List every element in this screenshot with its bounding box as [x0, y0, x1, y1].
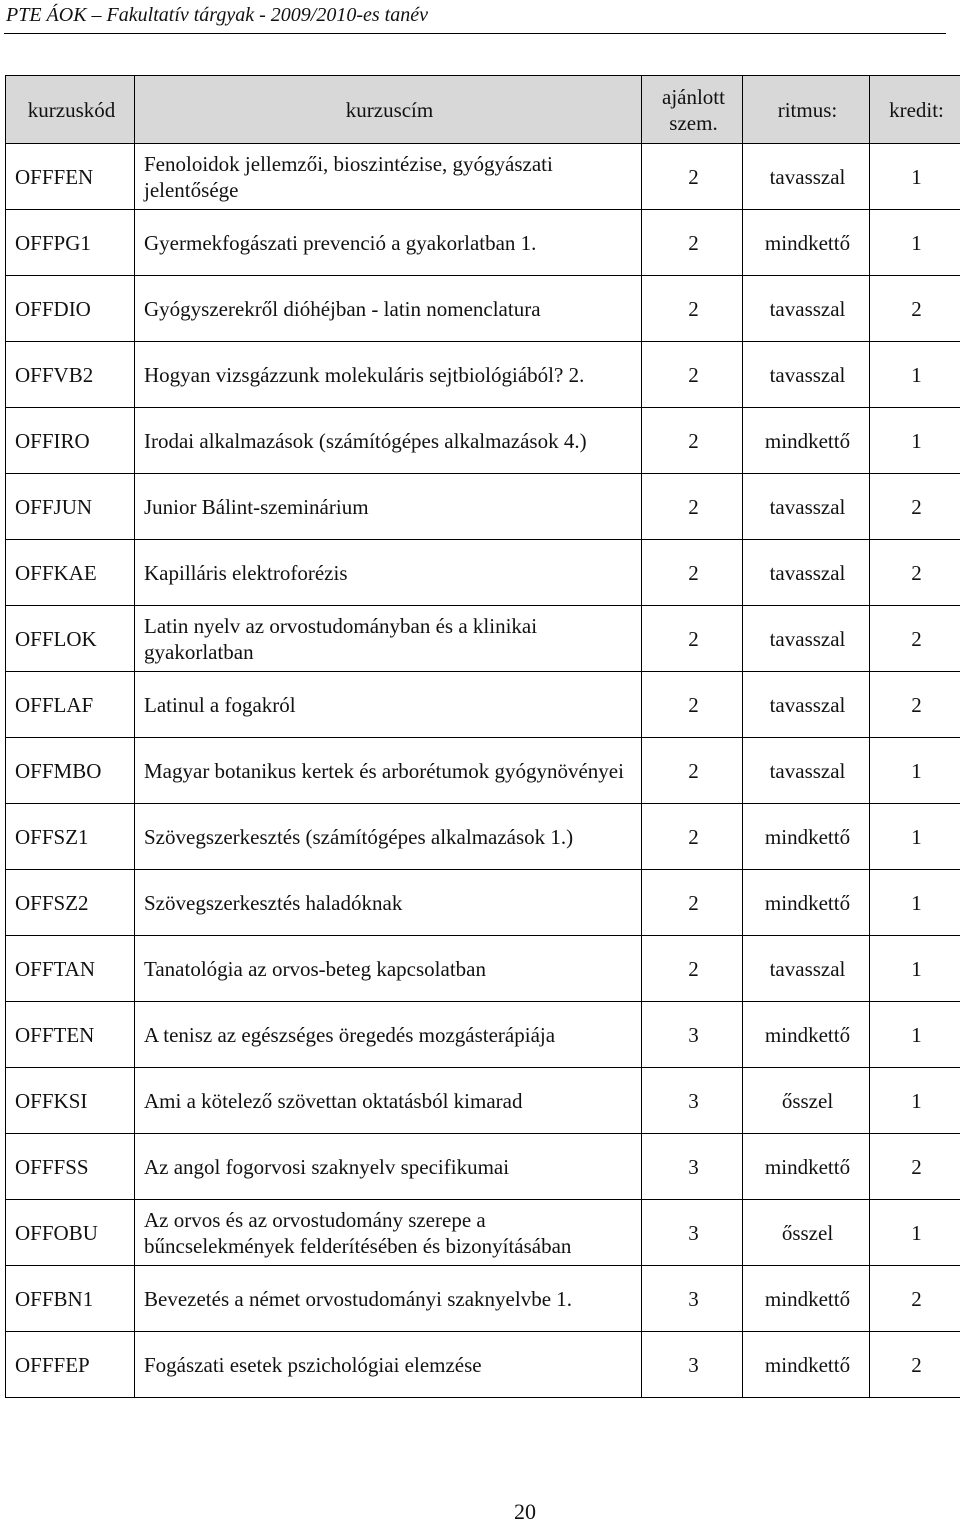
course-code: OFFLAF	[6, 672, 135, 738]
course-rhythm: mindkettő	[743, 1266, 870, 1332]
table-row	[6, 408, 960, 474]
page-header-title: PTE ÁOK – Fakultatív tárgyak - 2009/2010-es tanév	[6, 4, 428, 26]
course-code: OFFSZ1	[6, 804, 135, 870]
course-credit: 1	[870, 408, 960, 474]
table-row	[6, 1068, 960, 1134]
table-row	[6, 804, 960, 870]
course-rhythm: tavasszal	[743, 276, 870, 342]
course-rhythm: tavasszal	[743, 144, 870, 210]
course-semester: 2	[642, 276, 743, 342]
table-row	[6, 738, 960, 804]
course-rhythm: mindkettő	[743, 1134, 870, 1200]
course-title: Junior Bálint-szeminárium	[135, 474, 642, 540]
course-title: Bevezetés a német orvostudományi szaknyelvbe 1.	[135, 1266, 642, 1332]
column-header-semester: ajánlott szem.	[642, 76, 743, 144]
course-rhythm: tavasszal	[743, 738, 870, 804]
course-semester: 2	[642, 738, 743, 804]
course-title: Latin nyelv az orvostudományban és a klinikai gyakorlatban	[135, 606, 642, 672]
course-title: Fenoloidok jellemzői, bioszintézise, gyógyászati jelentősége	[135, 144, 642, 210]
course-credit: 2	[870, 1134, 960, 1200]
page-header	[4, 0, 946, 34]
course-semester: 2	[642, 342, 743, 408]
table-row	[6, 1200, 960, 1266]
page-number: 20	[514, 1499, 536, 1524]
course-code: OFFFEP	[6, 1332, 135, 1398]
course-semester: 2	[642, 540, 743, 606]
course-code: OFFTAN	[6, 936, 135, 1002]
course-title: Irodai alkalmazások (számítógépes alkalmazások 4.)	[135, 408, 642, 474]
course-credit: 2	[870, 276, 960, 342]
course-title: Az angol fogorvosi szaknyelv specifikumai	[135, 1134, 642, 1200]
table-row	[6, 1332, 960, 1398]
course-code: OFFFEN	[6, 144, 135, 210]
course-credit: 1	[870, 936, 960, 1002]
course-code: OFFSZ2	[6, 870, 135, 936]
table-row	[6, 474, 960, 540]
course-title: Szövegszerkesztés (számítógépes alkalmazások 1.)	[135, 804, 642, 870]
course-code: OFFTEN	[6, 1002, 135, 1068]
course-credit: 2	[870, 1332, 960, 1398]
course-rhythm: tavasszal	[743, 342, 870, 408]
course-title: Szövegszerkesztés haladóknak	[135, 870, 642, 936]
course-rhythm: tavasszal	[743, 936, 870, 1002]
course-semester: 2	[642, 408, 743, 474]
course-semester: 2	[642, 606, 743, 672]
course-credit: 1	[870, 210, 960, 276]
course-title: Kapilláris elektroforézis	[135, 540, 642, 606]
course-title: Gyógyszerekről dióhéjban - latin nomenclatura	[135, 276, 642, 342]
course-semester: 3	[642, 1332, 743, 1398]
course-rhythm: tavasszal	[743, 606, 870, 672]
course-credit: 1	[870, 1002, 960, 1068]
course-rhythm: mindkettő	[743, 870, 870, 936]
column-header-code: kurzuskód	[6, 76, 135, 144]
course-title: A tenisz az egészséges öregedés mozgásterápiája	[135, 1002, 642, 1068]
course-credit: 1	[870, 804, 960, 870]
course-semester: 3	[642, 1134, 743, 1200]
course-code: OFFFSS	[6, 1134, 135, 1200]
course-rhythm: mindkettő	[743, 408, 870, 474]
course-credit: 2	[870, 606, 960, 672]
table-row	[6, 936, 960, 1002]
course-semester: 3	[642, 1266, 743, 1332]
course-rhythm: tavasszal	[743, 672, 870, 738]
table-row	[6, 1002, 960, 1068]
table-row	[6, 1134, 960, 1200]
table-row	[6, 1266, 960, 1332]
course-title: Magyar botanikus kertek és arborétumok gyógynövényei	[135, 738, 642, 804]
course-credit: 1	[870, 144, 960, 210]
course-semester: 2	[642, 804, 743, 870]
course-rhythm: mindkettő	[743, 1002, 870, 1068]
table-row	[6, 672, 960, 738]
course-rows	[6, 144, 960, 1398]
course-code: OFFDIO	[6, 276, 135, 342]
course-semester: 2	[642, 474, 743, 540]
course-rhythm: mindkettő	[743, 1332, 870, 1398]
course-code: OFFIRO	[6, 408, 135, 474]
course-rhythm: ősszel	[743, 1068, 870, 1134]
course-code: OFFOBU	[6, 1200, 135, 1266]
course-semester: 2	[642, 144, 743, 210]
course-credit: 2	[870, 1266, 960, 1332]
course-title: Hogyan vizsgázzunk molekuláris sejtbiológiából? 2.	[135, 342, 642, 408]
course-credit: 1	[870, 870, 960, 936]
table-row	[6, 606, 960, 672]
course-credit: 1	[870, 1068, 960, 1134]
column-header-title: kurzuscím	[135, 76, 642, 144]
table-row	[6, 540, 960, 606]
course-rhythm: mindkettő	[743, 804, 870, 870]
course-title: Gyermekfogászati prevenció a gyakorlatban 1.	[135, 210, 642, 276]
table-row	[6, 870, 960, 936]
table-row	[6, 144, 960, 210]
course-rhythm: mindkettő	[743, 210, 870, 276]
course-semester: 3	[642, 1068, 743, 1134]
course-semester: 3	[642, 1002, 743, 1068]
course-code: OFFKAE	[6, 540, 135, 606]
course-semester: 2	[642, 936, 743, 1002]
table-row	[6, 342, 960, 408]
column-header-credit: kredit:	[870, 76, 960, 144]
course-semester: 3	[642, 1200, 743, 1266]
course-rhythm: tavasszal	[743, 474, 870, 540]
course-rhythm: ősszel	[743, 1200, 870, 1266]
table-row	[6, 210, 960, 276]
course-credit: 2	[870, 540, 960, 606]
course-credit: 1	[870, 1200, 960, 1266]
course-code: OFFKSI	[6, 1068, 135, 1134]
table-header-row	[6, 76, 960, 144]
course-credit: 1	[870, 342, 960, 408]
column-header-rhythm: ritmus:	[743, 76, 870, 144]
course-table	[5, 75, 960, 1398]
course-semester: 2	[642, 870, 743, 936]
course-code: OFFJUN	[6, 474, 135, 540]
table-row	[6, 276, 960, 342]
course-credit: 2	[870, 672, 960, 738]
course-code: OFFPG1	[6, 210, 135, 276]
course-rhythm: tavasszal	[743, 540, 870, 606]
course-title: Latinul a fogakról	[135, 672, 642, 738]
course-title: Az orvos és az orvostudomány szerepe a bűncselekmények felderítésében és bizonyításában	[135, 1200, 642, 1266]
course-title: Tanatológia az orvos-beteg kapcsolatban	[135, 936, 642, 1002]
course-code: OFFMBO	[6, 738, 135, 804]
course-credit: 2	[870, 474, 960, 540]
course-semester: 2	[642, 672, 743, 738]
course-credit: 1	[870, 738, 960, 804]
course-title: Fogászati esetek pszichológiai elemzése	[135, 1332, 642, 1398]
course-code: OFFLOK	[6, 606, 135, 672]
course-title: Ami a kötelező szövettan oktatásból kimarad	[135, 1068, 642, 1134]
course-code: OFFBN1	[6, 1266, 135, 1332]
course-code: OFFVB2	[6, 342, 135, 408]
course-semester: 2	[642, 210, 743, 276]
